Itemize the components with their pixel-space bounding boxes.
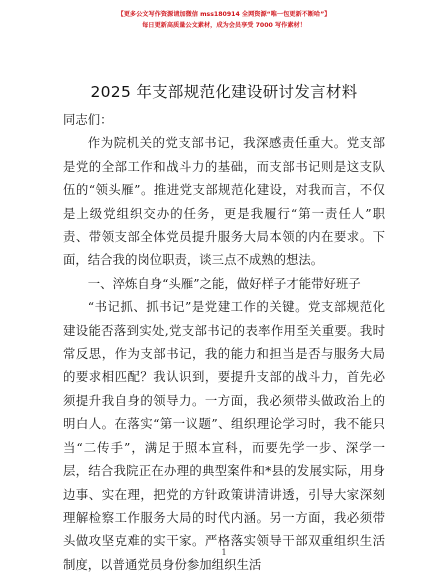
promo-banner xyxy=(40,9,408,31)
promo-banner-line-2: 每日更新高质量公文素材，成为会员享受 7000 写作素材！ xyxy=(142,22,306,29)
document-body xyxy=(63,108,385,576)
paragraph-section-1: “书记抓、抓书记”是党建工作的关键。党支部规范化建设能否落到实处,党支部书记的表率作用至关重要。我时常反思，作为支部书记，我的能力和担当是否与服务大局的要求相匹配？我认识到，要提升支部的战斗力，首先必须提升我自身的领导力。一方面，我必须带头做政治上的明白人。在落实“第一议题”、组织理论学习时，我不能只当“二传手”，满足于照本宣科，而要先学一步、深学一层，结合我院正在办理的典型案件和*县的发展实际，用身边事、实在理，把党的方针政策讲清讲透，引导大家深刻理解检察工作服务大局的时代内涵。另一方面，我必须带头做攻坚克难的实干家。严格落实领导干部双重组织生活制度，以普通党员身份参加组织生活 xyxy=(63,299,385,572)
page-number: 1 xyxy=(221,548,227,557)
section-heading-1: 一、淬炼自身“头雁”之能，做好样子才能带好班子 xyxy=(87,275,361,291)
greeting: 同志们： xyxy=(63,112,113,127)
paragraph-intro: 作为院机关的党支部书记，我深感责任重大。党支部是党的全部工作和战斗力的基础，而支部书记则是这支队伍的“领头雁”。推进党支部规范化建设，对我而言，不仅是上级党组织交办的任务，更是我履行“第一责任人”职责、带领支部全体党员提升服务大局本领的内在要求。下面，结合我的岗位职责，谈三点不成熟的想法。 xyxy=(63,135,385,268)
promo-banner-line-1: 【更多公文写作资源请加微信 mss180914 全网资源“唯一包更新不断哈”】 xyxy=(117,11,331,18)
document-title: 2025 年支部规范化建设研讨发言材料 xyxy=(90,83,358,101)
